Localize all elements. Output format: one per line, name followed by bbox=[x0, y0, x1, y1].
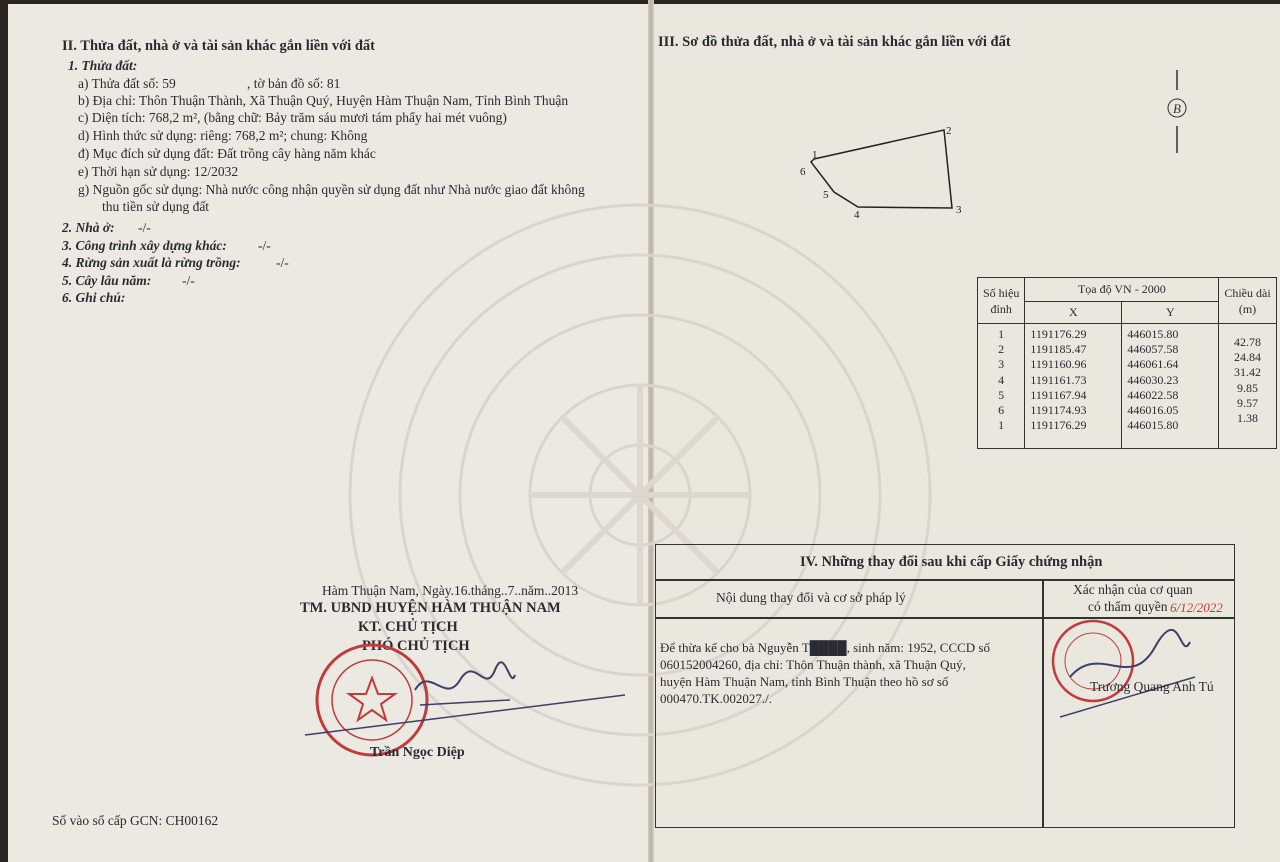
trees-value: -/- bbox=[182, 273, 195, 288]
x-value: 1191167.94 bbox=[1030, 387, 1087, 402]
section-2-heading: II. Thửa đất, nhà ở và tài sản khác gắn liền với đất bbox=[62, 38, 375, 54]
y-value: 446015.80 bbox=[1127, 418, 1179, 433]
vertex-id: 5 bbox=[998, 387, 1005, 402]
vertex-label-1: 1 bbox=[812, 149, 818, 161]
edge-length: 42.78 bbox=[1234, 335, 1261, 349]
vertex-id-column bbox=[978, 324, 1025, 449]
x-value: 1191160.96 bbox=[1030, 357, 1087, 372]
map-sheet-number: , tờ bản đồ số: 81 bbox=[247, 76, 341, 91]
x-value: 1191174.93 bbox=[1030, 403, 1087, 418]
y-value: 446022.58 bbox=[1127, 387, 1179, 402]
x-value: 1191176.29 bbox=[1030, 327, 1087, 341]
section-4-heading: IV. Những thay đổi sau khi cấp Giấy chứng nhận bbox=[800, 554, 1103, 570]
vertex-id: 2 bbox=[998, 342, 1005, 357]
edge-length: 9.85 bbox=[1237, 380, 1258, 395]
north-symbol: B bbox=[1173, 101, 1181, 116]
usage-form: d) Hình thức sử dụng: riêng: 768,2 m²; chung: Không bbox=[78, 128, 368, 143]
usage-origin-cont: thu tiền sử dụng đất bbox=[102, 199, 210, 214]
parcel-area: c) Diện tích: 768,2 m², (bằng chữ: Bảy trăm sáu mươi tám phẩy hai mét vuông) bbox=[78, 110, 507, 125]
col-header-length: Chiều dài (m) bbox=[1219, 278, 1276, 324]
notes-label: 6. Ghi chú: bbox=[62, 290, 126, 305]
signature-underline-stroke bbox=[300, 690, 630, 740]
edge-length: 1.38 bbox=[1237, 411, 1258, 426]
authority-signature bbox=[1060, 622, 1200, 722]
col-header-x: X bbox=[1025, 302, 1122, 324]
edge-length: 9.57 bbox=[1237, 395, 1258, 410]
y-value: 446057.58 bbox=[1127, 342, 1179, 357]
change-content-line-3: huyện Hàm Thuận Nam, tỉnh Bình Thuận theo hồ sơ số bbox=[660, 674, 949, 689]
y-value: 446030.23 bbox=[1127, 372, 1179, 387]
forest-label: 4. Rừng sản xuất là rừng trồng: bbox=[62, 255, 241, 270]
x-column bbox=[1025, 324, 1122, 449]
parcel-heading: 1. Thửa đất: bbox=[68, 58, 138, 73]
section-3-heading: III. Sơ đồ thửa đất, nhà ở và tài sản khác gắn liền với đất bbox=[658, 34, 1011, 50]
vertex-label-3: 3 bbox=[956, 204, 962, 216]
authority-signer-name: Trương Quang Anh Tú bbox=[1090, 679, 1214, 694]
y-value: 446061.64 bbox=[1127, 357, 1179, 372]
y-value: 446015.80 bbox=[1127, 327, 1179, 341]
change-content-line-4: 000470.TK.002027./. bbox=[660, 691, 772, 706]
x-value: 1191185.47 bbox=[1030, 342, 1087, 357]
change-content-line-1: Để thừa kế cho bà Nguyễn T████, sinh năm: 1952, CCCD số bbox=[660, 640, 990, 655]
house-label: 2. Nhà ở: bbox=[62, 220, 115, 235]
house-value: -/- bbox=[138, 220, 151, 235]
works-label: 3. Công trình xây dựng khác: bbox=[62, 238, 227, 253]
vertex-id: 6 bbox=[998, 403, 1005, 418]
vertex-label-5: 5 bbox=[823, 189, 829, 201]
parcel-address: b) Địa chỉ: Thôn Thuận Thành, Xã Thuận Quý, Huyện Hàm Thuận Nam, Tỉnh Bình Thuận bbox=[78, 93, 569, 108]
parcel-number: a) Thửa đất số: 59 bbox=[78, 76, 176, 91]
signer-name: Trần Ngọc Diệp bbox=[370, 745, 465, 760]
signer-kt: KT. CHỦ TỊCH bbox=[358, 619, 458, 635]
vertex-label-4: 4 bbox=[854, 209, 860, 221]
north-arrow-icon bbox=[1162, 68, 1192, 158]
vertex-id: 4 bbox=[998, 372, 1005, 387]
x-value: 1191176.29 bbox=[1030, 418, 1087, 433]
vertex-id: 1 bbox=[998, 418, 1005, 433]
col-header-y: Y bbox=[1122, 302, 1219, 324]
edge-length: 24.84 bbox=[1234, 350, 1261, 365]
parcel-sketch bbox=[790, 118, 980, 228]
x-value: 1191161.73 bbox=[1030, 372, 1087, 387]
y-column bbox=[1122, 324, 1219, 449]
page-fold bbox=[648, 0, 654, 862]
trees-label: 5. Cây lâu năm: bbox=[62, 273, 152, 288]
issue-date: Hàm Thuận Nam, Ngày.16.tháng..7..năm..2013 bbox=[322, 583, 579, 598]
usage-origin: g) Nguồn gốc sử dụng: Nhà nước công nhận quyền sử dụng đất như Nhà nước giao đất không bbox=[78, 182, 585, 197]
usage-term: e) Thời hạn sử dụng: 12/2032 bbox=[78, 164, 239, 179]
col-header-vertex: Số hiệu đỉnh bbox=[978, 278, 1025, 324]
changes-col-authority: Xác nhận của cơ quan bbox=[1073, 582, 1193, 597]
change-content-line-2: 060152004260, địa chỉ: Thôn Thuận thành, xã Thuận Quý, bbox=[660, 657, 966, 672]
y-value: 446016.05 bbox=[1127, 403, 1179, 418]
usage-purpose: đ) Mục đích sử dụng đất: Đất trồng cây hàng năm khác bbox=[78, 146, 376, 161]
gcn-book-number: Số vào sổ cấp GCN: CH00162 bbox=[52, 813, 219, 828]
vertex-label-2: 2 bbox=[946, 125, 952, 137]
issuing-org: TM. UBND HUYỆN HÀM THUẬN NAM bbox=[300, 600, 561, 616]
vertex-id: 3 bbox=[998, 357, 1005, 372]
col-header-system: Tọa độ VN - 2000 bbox=[1025, 278, 1219, 302]
forest-value: -/- bbox=[276, 255, 289, 270]
coordinate-table bbox=[977, 277, 1277, 449]
handwritten-date: 6/12/2022 bbox=[1170, 600, 1223, 615]
works-value: -/- bbox=[258, 238, 271, 253]
length-column bbox=[1219, 324, 1276, 449]
vertex-label-6: 6 bbox=[800, 166, 806, 178]
changes-col-authority-2: có thẩm quyền bbox=[1088, 599, 1168, 614]
changes-col-content: Nội dung thay đổi và cơ sở pháp lý bbox=[716, 590, 906, 605]
edge-length: 31.42 bbox=[1234, 365, 1261, 380]
vertex-id: 1 bbox=[998, 327, 1005, 341]
signer-role: PHÓ CHỦ TỊCH bbox=[362, 638, 470, 654]
parcel-boundary bbox=[811, 130, 952, 208]
